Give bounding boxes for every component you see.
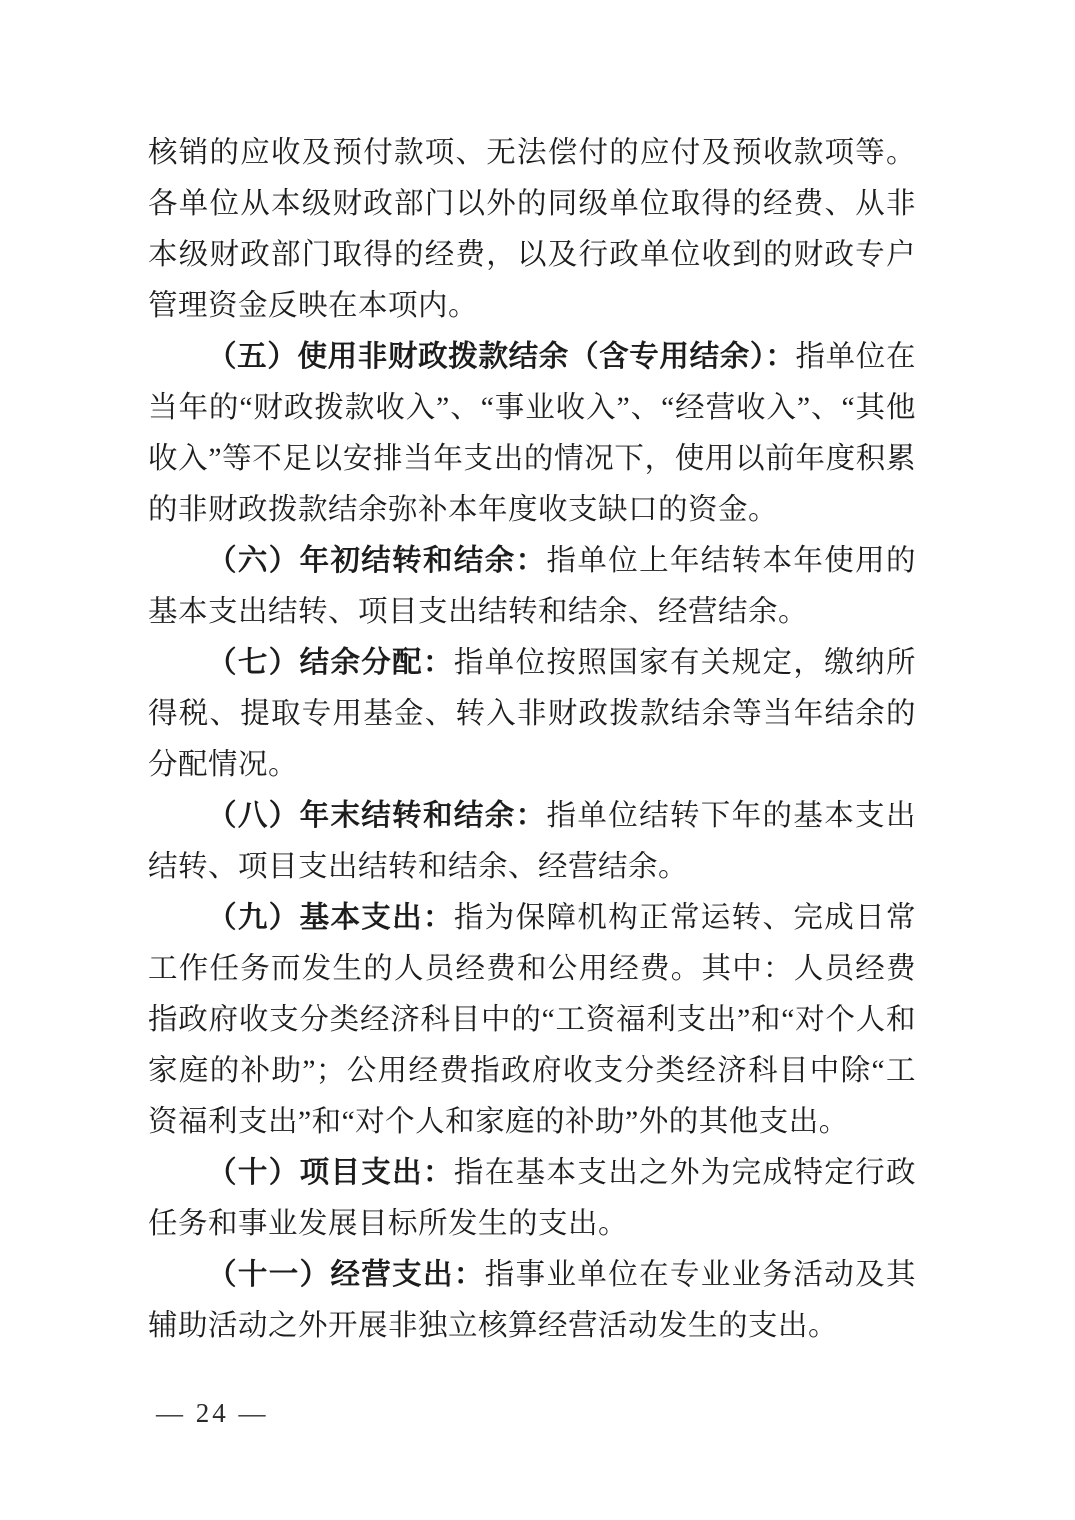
term-label: （十一）经营支出：	[207, 1259, 485, 1291]
term-label: （六）年初结转和结余：	[207, 545, 547, 577]
paragraph-term-7	[148, 638, 916, 791]
page-number: — 24 —	[156, 1398, 269, 1428]
paragraph-text: 指事业单位在专业业务活动及其辅助活动之外开展非独立核算经营活动发生的支出。	[148, 1259, 916, 1342]
paragraph-text: 指在基本支出之外为完成特定行政任务和事业发展目标所发生的支出。	[148, 1157, 916, 1240]
paragraph-text: 指单位结转下年的基本支出结转、项目支出结转和结余、经营结余。	[148, 800, 916, 883]
document-body	[148, 128, 916, 1352]
term-label: （九）基本支出：	[207, 902, 454, 934]
paragraph-term-9	[148, 893, 916, 1148]
paragraph-text: 指单位在当年的“财政拨款收入”、“事业收入”、“经营收入”、“其他收入”等不足以安排当年支出的情况下，使用以前年度积累的非财政拨款结余弥补本年度收支缺口的资金。	[148, 341, 916, 526]
paragraph-term-6	[148, 536, 916, 638]
term-label: （七）结余分配：	[207, 647, 454, 679]
paragraph-term-5	[148, 332, 916, 536]
paragraph-text: 核销的应收及预付款项、无法偿付的应付及预收款项等。各单位从本级财政部门以外的同级单位取得的经费、从非本级财政部门取得的经费，以及行政单位收到的财政专户管理资金反映在本项内。	[148, 137, 916, 322]
paragraph-continuation	[148, 128, 916, 332]
paragraph-text: 指为保障机构正常运转、完成日常工作任务而发生的人员经费和公用经费。其中：人员经费指政府收支分类经济科目中的“工资福利支出”和“对个人和家庭的补助”；公用经费指政府收支分类经济科目中除“工资福利支出”和“对个人和家庭的补助”外的其他支出。	[148, 902, 916, 1138]
term-label: （八）年末结转和结余：	[207, 800, 547, 832]
paragraph-term-8	[148, 791, 916, 893]
paragraph-text: 指单位上年结转本年使用的基本支出结转、项目支出结转和结余、经营结余。	[148, 545, 916, 628]
term-label: （十）项目支出：	[207, 1157, 454, 1189]
term-label: （五）使用非财政拨款结余（含专用结余）：	[207, 341, 796, 373]
paragraph-term-10	[148, 1148, 916, 1250]
paragraph-term-11	[148, 1250, 916, 1352]
paragraph-text: 指单位按照国家有关规定，缴纳所得税、提取专用基金、转入非财政拨款结余等当年结余的分配情况。	[148, 647, 916, 781]
